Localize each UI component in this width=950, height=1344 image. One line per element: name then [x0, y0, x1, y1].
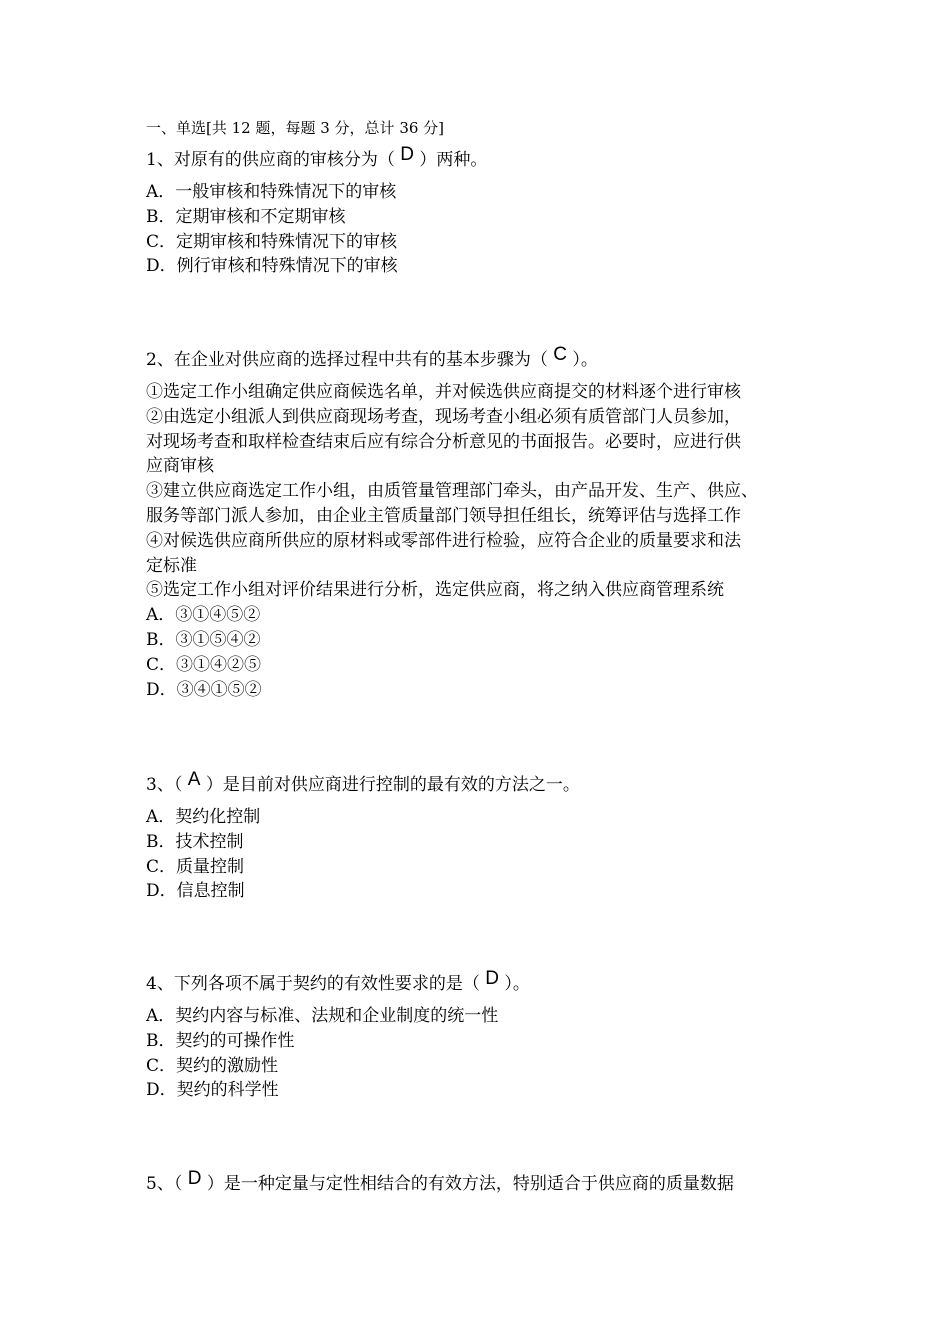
option-b: B．定期审核和不定期审核	[146, 206, 346, 227]
question-stem	[146, 344, 816, 372]
option-d: D．例行审核和特殊情况下的审核	[146, 256, 398, 277]
question-3	[146, 769, 816, 904]
answer-letter: C	[553, 344, 567, 365]
option-c: C．契约的激励性	[146, 1055, 279, 1076]
option-b: B．技术控制	[146, 831, 244, 852]
statement-2-line-3: 应商审核	[146, 456, 214, 477]
option-c: C．定期审核和特殊情况下的审核	[146, 231, 398, 252]
answer-letter: D	[485, 968, 499, 989]
option-d: D．③④①⑤②	[146, 679, 262, 700]
question-text-after: ）。	[498, 974, 530, 994]
question-text-after: ）。	[566, 350, 598, 370]
option-a: A．契约内容与标准、法规和企业制度的统一性	[146, 1006, 499, 1026]
statement-4-line-2: 定标准	[146, 555, 197, 576]
option-b: B．契约的可操作性	[146, 1030, 295, 1051]
question-1	[146, 144, 816, 279]
question-text-after: ）两种。	[413, 150, 488, 170]
question-number: 5、	[146, 1174, 174, 1194]
option-a: A．契约化控制	[146, 807, 261, 827]
option-a: A．③①④⑤②	[146, 605, 261, 626]
answer-letter: D	[187, 1168, 202, 1189]
question-stem	[146, 1168, 816, 1196]
option-b: B．③①⑤④②	[146, 629, 261, 650]
question-text-after: ）是一种定量与定性相结合的有效方法，特别适合于供应商的质量数据	[201, 1174, 734, 1194]
statement-2-line-1: ②由选定小组派人到供应商现场考查，现场考查小组必须有质管部门人员参加，	[146, 406, 741, 427]
statement-3-line-1: ③建立供应商选定工作小组，由质管量管理部门牵头，由产品开发、生产、供应、	[146, 481, 758, 502]
question-2	[146, 344, 816, 702]
question-text-before: 下列各项不属于契约的有效性要求的是（	[173, 974, 486, 994]
question-text-before: 在企业对供应商的选择过程中共有的基本步骤为（	[173, 350, 554, 370]
answer-letter: A	[187, 769, 201, 790]
question-text-before: （	[173, 1174, 188, 1194]
question-stem	[146, 144, 816, 172]
statement-5: ⑤选定工作小组对评价结果进行分析，选定供应商，将之纳入供应商管理系统	[146, 580, 724, 601]
question-number: 4、	[146, 974, 174, 994]
statement-4-line-1: ④对候选供应商所供应的原材料或零部件进行检验，应符合企业的质量要求和法	[146, 530, 741, 551]
question-4	[146, 968, 816, 1103]
question-number: 3、	[146, 775, 174, 795]
question-number: 2、	[146, 350, 174, 370]
question-5	[146, 1168, 816, 1204]
answer-letter: D	[400, 144, 414, 165]
option-c: C．③①④②⑤	[146, 654, 262, 675]
statement-1: ①选定工作小组确定供应商候选名单，并对候选供应商提交的材料逐个进行审核	[146, 382, 741, 402]
question-text-after: ）是目前对供应商进行控制的最有效的方法之一。	[200, 775, 580, 795]
option-a: A．一般审核和特殊情况下的审核	[146, 182, 397, 202]
question-stem	[146, 968, 816, 996]
section-title: 一、单选[共 12 题，每题 3 分，总计 36 分]	[146, 119, 445, 137]
statement-2-line-2: 对现场考查和取样检查结束后应有综合分析意见的书面报告。必要时，应进行供	[146, 431, 741, 452]
question-text-before: （	[173, 775, 188, 795]
option-d: D．信息控制	[146, 881, 245, 902]
question-stem	[146, 769, 816, 797]
option-d: D．契约的科学性	[146, 1080, 279, 1101]
statement-3-line-2: 服务等部门派人参加，由企业主管质量部门领导担任组长，统筹评估与选择工作	[146, 505, 741, 526]
question-number: 1、	[146, 150, 174, 170]
question-text-before: 对原有的供应商的审核分为（	[173, 150, 401, 170]
option-c: C．质量控制	[146, 856, 245, 877]
